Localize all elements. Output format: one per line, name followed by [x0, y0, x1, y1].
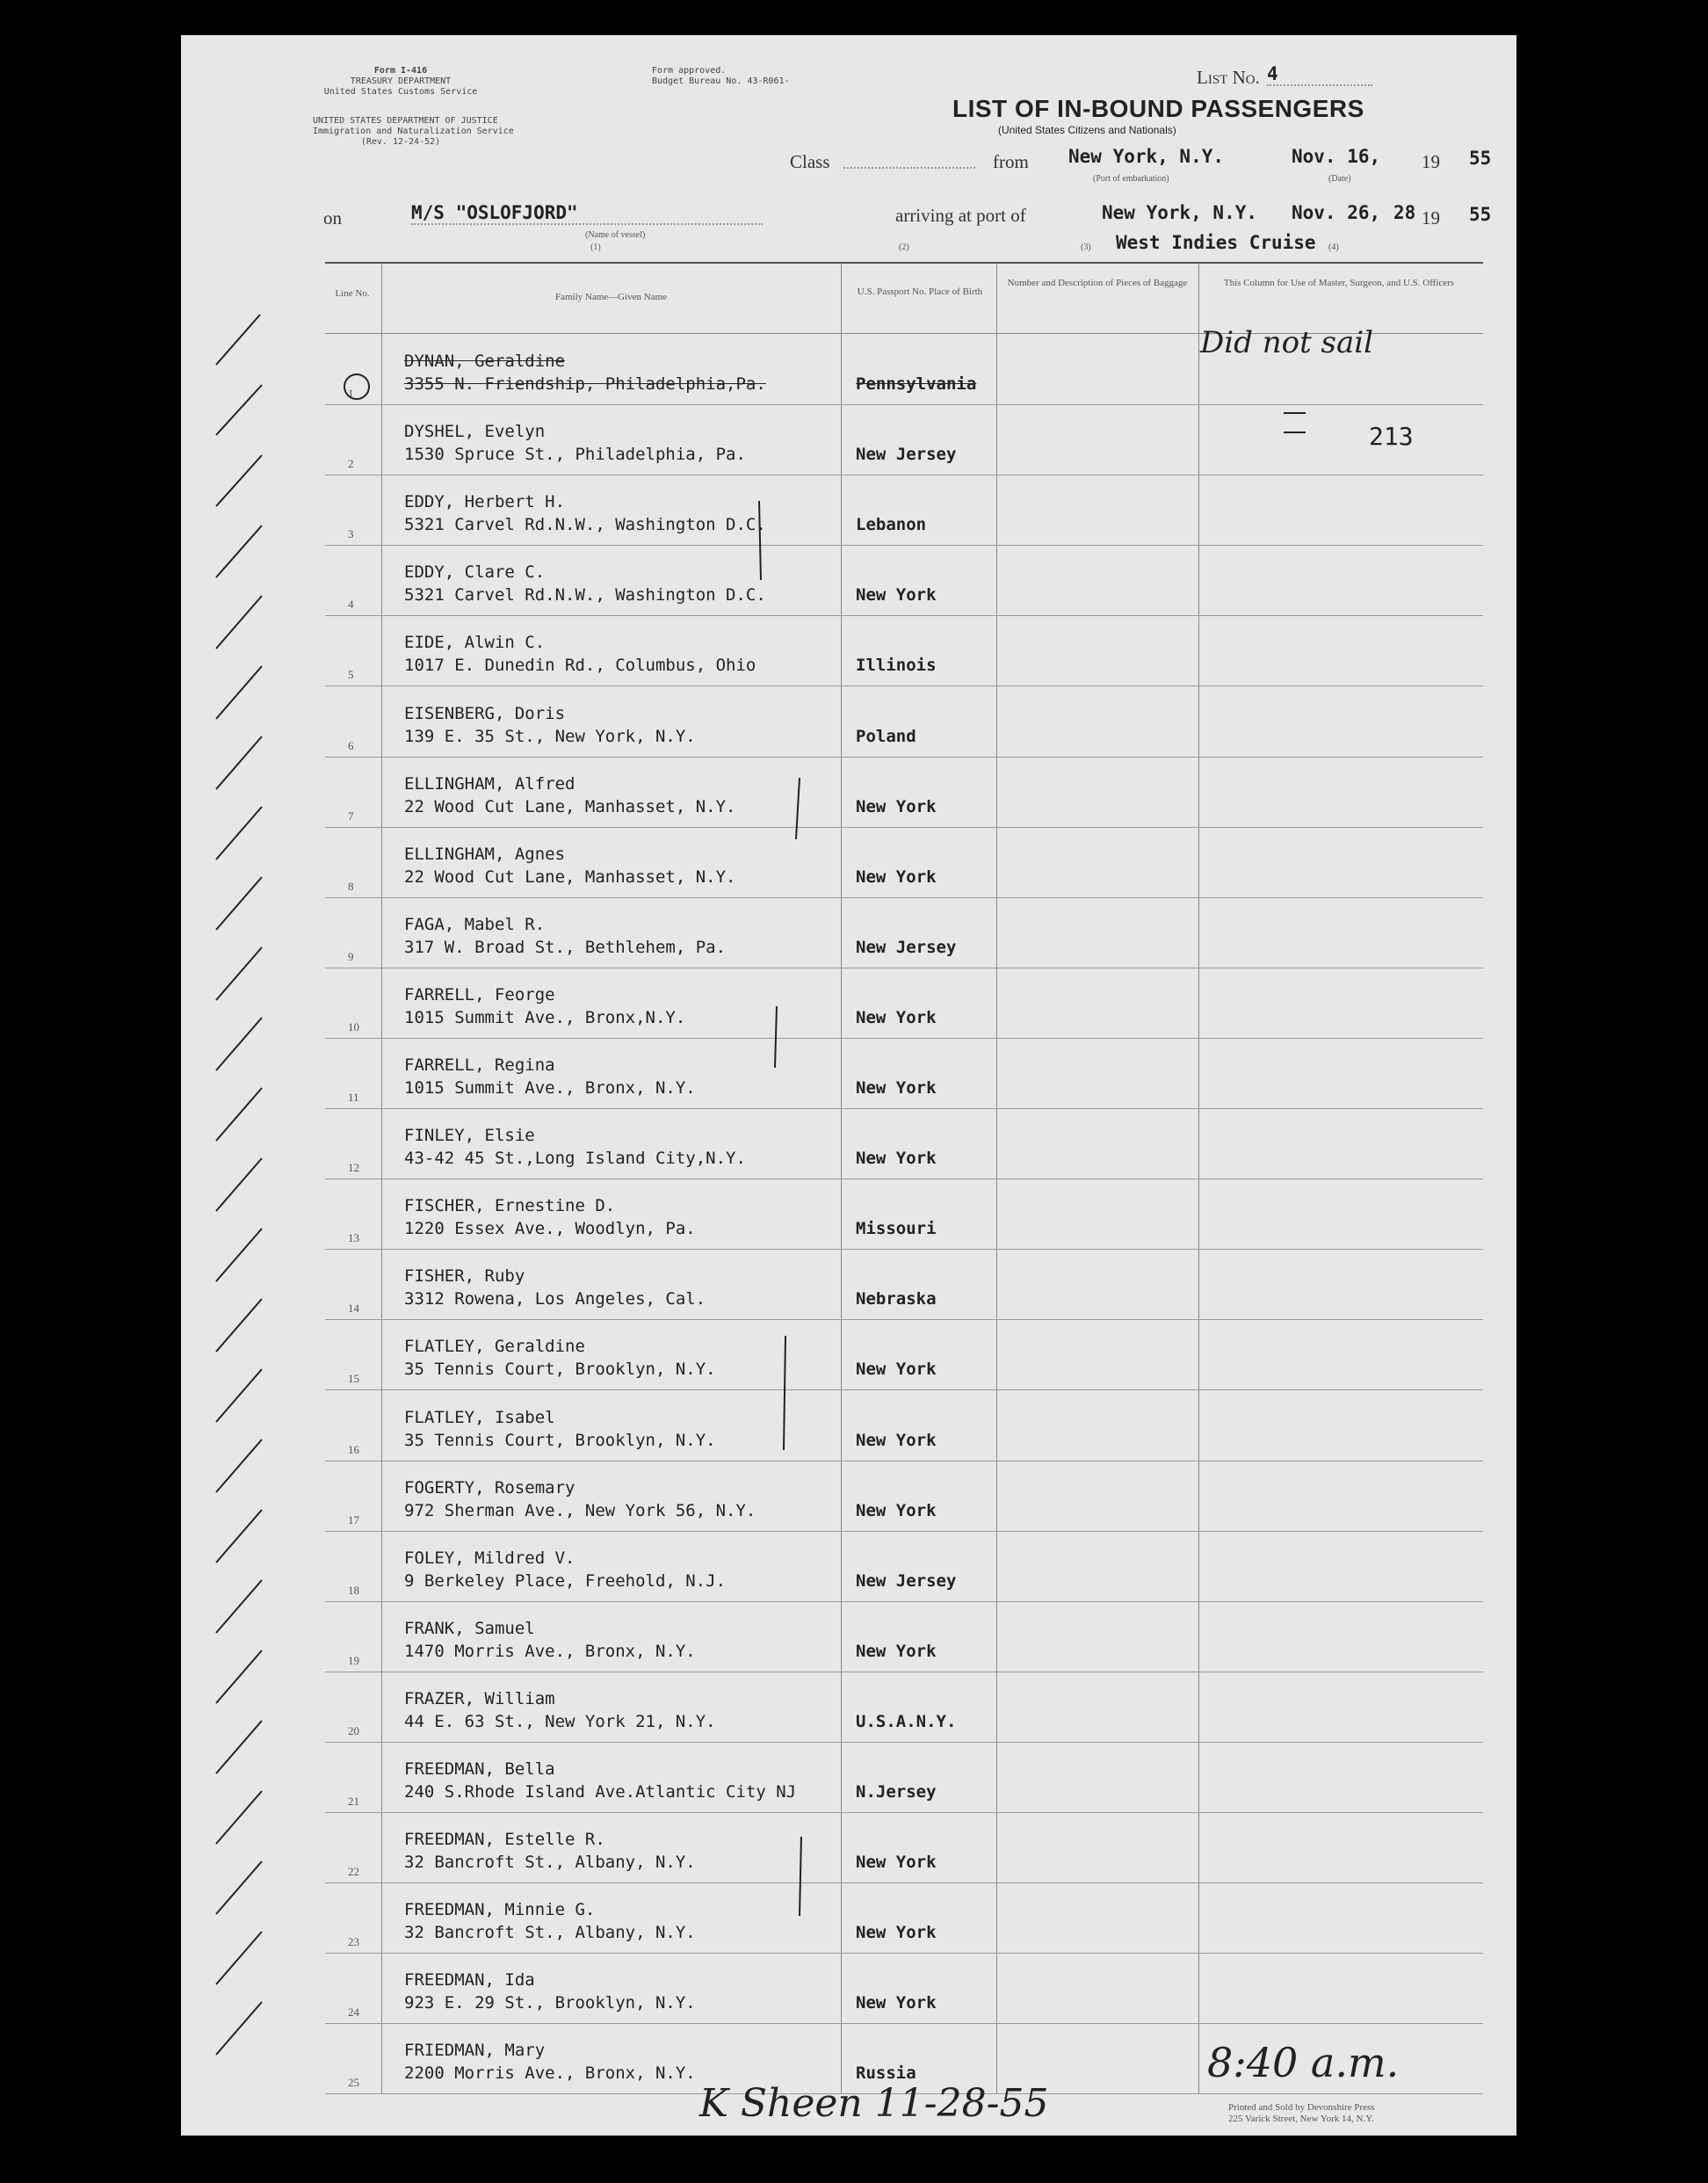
from-year: 55: [1469, 148, 1492, 169]
row-addr: 35 Tennis Court, Brooklyn, N.Y.: [404, 1360, 716, 1380]
row-addr: 240 S.Rhode Island Ave.Atlantic City NJ: [404, 1782, 797, 1802]
row-birth: New York: [856, 1078, 937, 1098]
row-name: FRAZER, William: [404, 1688, 555, 1708]
tick-mark: [216, 807, 262, 859]
table-row: [325, 1742, 1483, 1813]
row-addr: 1530 Spruce St., Philadelphia, Pa.: [404, 445, 746, 465]
row-birth: New York: [856, 1149, 937, 1169]
tick-mark: [216, 666, 262, 719]
did-not-sail-note: Did not sail: [1200, 325, 1374, 360]
table-row: [325, 1812, 1483, 1883]
row-name: FRIEDMAN, Mary: [404, 2041, 546, 2061]
service-name: United States Customs Service: [323, 87, 478, 97]
arrival-port: New York, N.Y.: [1102, 202, 1258, 223]
row-name: FISCHER, Ernestine D.: [404, 1196, 616, 1216]
tick-mark: [216, 736, 262, 789]
form-number: Form I-416: [373, 66, 428, 76]
tick-mark: [216, 1088, 262, 1141]
row-birth: Nebraska: [856, 1289, 937, 1309]
budget-bureau: Budget Bureau No. 43-R061-: [652, 76, 790, 86]
row-birth: New York: [856, 585, 937, 606]
row-name: EDDY, Herbert H.: [404, 492, 566, 512]
row-num: 6: [348, 738, 354, 752]
document-subtitle: (United States Citizens and Nationals): [998, 124, 1176, 136]
from-date: Nov. 16,: [1292, 146, 1381, 167]
row-name: EIDE, Alwin C.: [404, 633, 546, 653]
table-row: [325, 404, 1483, 475]
arrival-time: 8:40 a.m.: [1207, 2039, 1400, 2086]
tick-mark: [216, 526, 262, 577]
row-birth: New Jersey: [856, 445, 957, 465]
tick-mark: [216, 1229, 262, 1281]
row-addr: 32 Bancroft St., Albany, N.Y.: [404, 1923, 696, 1943]
row-birth: New York: [856, 1360, 937, 1380]
row-name: DYNAN, Geraldine: [404, 352, 566, 371]
col-header-passport: U.S. Passport No. Place of Birth: [857, 286, 983, 297]
vessel-name: M/S "OSLOFJORD": [411, 202, 763, 225]
row-num: 22: [348, 1865, 359, 1879]
tick-mark: [216, 385, 262, 435]
tick-mark: [216, 1299, 262, 1352]
tick-mark: [216, 1721, 262, 1773]
table-row: [325, 1390, 1483, 1461]
row-name: FOGERTY, Rosemary: [404, 1477, 575, 1498]
row-addr: 1220 Essex Ave., Woodlyn, Pa.: [404, 1219, 696, 1239]
tick-mark: [216, 1932, 262, 1984]
tick-mark: [216, 947, 262, 1000]
row-name: FREEDMAN, Minnie G.: [404, 1900, 596, 1920]
col-header-line: Line No.: [335, 288, 370, 299]
table-row: [325, 545, 1483, 616]
on-label: on: [323, 207, 342, 228]
row-name: FARRELL, Regina: [404, 1055, 555, 1075]
rev-date: (Rev. 12-24-52): [360, 137, 441, 147]
cruise-name: West Indies Cruise: [1116, 232, 1316, 253]
row-num: 15: [348, 1372, 359, 1386]
row-name: FREEDMAN, Bella: [404, 1759, 555, 1779]
row-addr: 22 Wood Cut Lane, Manhasset, N.Y.: [404, 867, 736, 887]
row-addr: 9 Berkeley Place, Freehold, N.J.: [404, 1570, 727, 1591]
arrival-year-prefix: 19: [1422, 207, 1440, 228]
arrival-date-struck: Nov. 26,: [1292, 202, 1381, 223]
table-row: [325, 475, 1483, 546]
tick-mark: [216, 315, 260, 365]
table-row: [325, 686, 1483, 758]
arrival-date: 28: [1393, 202, 1416, 223]
row-num: 3: [348, 527, 354, 541]
from-label: from: [993, 151, 1029, 172]
arriving-label: arriving at port of: [895, 205, 1026, 226]
printer-credit: [1228, 2102, 1375, 2125]
row-addr: 43-42 45 St.,Long Island City,N.Y.: [404, 1149, 746, 1169]
table-row: [325, 1038, 1483, 1109]
note-1: (1): [590, 243, 601, 252]
tick-mark: [216, 1440, 262, 1492]
document-title: LIST OF IN-BOUND PASSENGERS: [952, 95, 1364, 122]
row-num: 18: [348, 1583, 359, 1597]
row-name: ELLINGHAM, Agnes: [404, 844, 566, 864]
row-addr: 35 Tennis Court, Brooklyn, N.Y.: [404, 1430, 716, 1450]
printer-line: 225 Varick Street, New York 14, N.Y.: [1228, 2114, 1374, 2124]
row-num: 2: [348, 457, 354, 471]
row-birth: New York: [856, 1853, 937, 1873]
row-birth: Missouri: [856, 1219, 937, 1239]
row-addr: 139 E. 35 St., New York, N.Y.: [404, 726, 696, 746]
row-birth: New Jersey: [856, 937, 957, 957]
form-header-left: [313, 66, 489, 98]
table-row: [325, 827, 1483, 898]
row-birth: New York: [856, 1993, 937, 2013]
form-approved: Form approved.: [652, 66, 727, 76]
row-num: 12: [348, 1161, 359, 1175]
note-3: (3): [1081, 243, 1091, 252]
tick-mark: [216, 1158, 262, 1211]
class-field: [843, 167, 975, 169]
arrival-year: 55: [1469, 204, 1492, 225]
row-birth: New York: [856, 1923, 937, 1943]
table-row: [325, 897, 1483, 968]
row-num: 24: [348, 2005, 359, 2020]
table-row: [325, 1319, 1483, 1390]
row-addr: 22 Wood Cut Lane, Manhasset, N.Y.: [404, 796, 736, 816]
tick-mark: [216, 455, 262, 506]
tick-mark: [216, 1018, 262, 1070]
from-port: New York, N.Y.: [1068, 146, 1225, 167]
class-label: Class: [790, 151, 830, 172]
row-num: 8: [348, 879, 354, 893]
row-name: ELLINGHAM, Alfred: [404, 773, 575, 794]
row-num: 20: [348, 1723, 359, 1737]
row-birth: Poland: [856, 726, 916, 746]
date-note: (Date): [1328, 174, 1351, 184]
row-num: 23: [348, 1935, 359, 1949]
table-row: [325, 1249, 1483, 1320]
row-name: FINLEY, Elsie: [404, 1126, 535, 1146]
row-addr: 3355 N. Friendship, Philadelphia,Pa.: [404, 374, 766, 394]
tick-mark: [216, 1650, 262, 1703]
count-number: 213: [1369, 422, 1414, 451]
row-birth: New York: [856, 796, 937, 816]
row-num: 14: [348, 1302, 359, 1316]
row-addr: 1017 E. Dunedin Rd., Columbus, Ohio: [404, 656, 756, 676]
row-addr: 32 Bancroft St., Albany, N.Y.: [404, 1853, 696, 1873]
year-prefix: 19: [1422, 151, 1440, 172]
table-row: [325, 1601, 1483, 1672]
tick-mark: [216, 1369, 262, 1422]
table-row: [325, 1531, 1483, 1602]
row-addr: 1015 Summit Ave., Bronx,N.Y.: [404, 1007, 686, 1027]
dept-name: TREASURY DEPARTMENT: [350, 76, 452, 86]
row-addr: 1470 Morris Ave., Bronx, N.Y.: [404, 1641, 696, 1661]
row-addr: 317 W. Broad St., Bethlehem, Pa.: [404, 937, 727, 957]
row-num: 25: [348, 2076, 359, 2090]
row-birth: Lebanon: [856, 515, 927, 535]
col-header-baggage: Number and Description of Pieces of Baggage: [1007, 278, 1188, 288]
row-num: 1: [348, 387, 354, 400]
tick-mark: [216, 1861, 262, 1914]
row-birth: New York: [856, 867, 937, 887]
row-birth: New York: [856, 1007, 937, 1027]
row-num: 7: [348, 809, 354, 823]
row-addr: 972 Sherman Ave., New York 56, N.Y.: [404, 1500, 756, 1520]
row-addr: 5321 Carvel Rd.N.W., Washington D.C.: [404, 585, 766, 606]
row-addr: 5321 Carvel Rd.N.W., Washington D.C.: [404, 515, 766, 535]
table-header: [325, 264, 1483, 334]
row-birth: New York: [856, 1500, 937, 1520]
row-name: FARRELL, Feorge: [404, 984, 555, 1004]
row-num: 16: [348, 1442, 359, 1456]
row-name: EDDY, Clare C.: [404, 562, 546, 583]
row-num: 21: [348, 1795, 359, 1808]
tick-mark: [216, 2002, 262, 2055]
row-num: 9: [348, 949, 354, 963]
note-4: (4): [1328, 243, 1339, 252]
row-birth: N.Jersey: [856, 1782, 937, 1802]
note-2: (2): [899, 243, 909, 252]
row-name: FLATLEY, Isabel: [404, 1407, 555, 1427]
doj-header: [313, 116, 514, 148]
row-birth: U.S.A.N.Y.: [856, 1711, 957, 1731]
col-header-officers: This Column for Use of Master, Surgeon, and U.S. Officers: [1223, 278, 1455, 288]
doj-name: UNITED STATES DEPARTMENT OF JUSTICE: [313, 116, 498, 126]
printer-line: Printed and Sold by Devonshire Press: [1228, 2102, 1375, 2113]
row-name: FREEDMAN, Estelle R.: [404, 1830, 605, 1850]
row-name: DYSHEL, Evelyn: [404, 422, 546, 442]
tick-mark: [216, 877, 262, 930]
tick-mark: [216, 1510, 262, 1563]
row-name: FRANK, Samuel: [404, 1618, 535, 1638]
tick-mark: [216, 596, 262, 649]
list-no-label: List No.: [1197, 67, 1260, 88]
row-birth: New York: [856, 1641, 937, 1661]
table-row: [325, 1179, 1483, 1250]
list-no-value: 4: [1267, 63, 1372, 86]
row-birth: Pennsylvania: [856, 374, 977, 394]
table-row: [325, 1672, 1483, 1743]
manifest-page: [181, 35, 1516, 2136]
port-note: (Port of embarkation): [1093, 174, 1169, 184]
row-num: 17: [348, 1512, 359, 1527]
row-name: FOLEY, Mildred V.: [404, 1548, 575, 1568]
passenger-table: [325, 262, 1483, 2094]
row-addr: 1015 Summit Ave., Bronx, N.Y.: [404, 1078, 696, 1098]
row-birth: Illinois: [856, 656, 937, 676]
col-header-name: Family Name—Given Name: [554, 292, 668, 302]
row-birth: Russia: [856, 2063, 916, 2084]
row-addr: 44 E. 63 St., New York 21, N.Y.: [404, 1711, 716, 1731]
table-row: [325, 968, 1483, 1039]
row-name: EISENBERG, Doris: [404, 703, 566, 723]
row-num: 11: [348, 1091, 359, 1104]
vessel-note: (Name of vessel): [585, 230, 646, 240]
row-name: FISHER, Ruby: [404, 1266, 525, 1287]
budget-note: [652, 66, 790, 87]
row-num: 4: [348, 598, 354, 612]
row-name: FAGA, Mabel R.: [404, 914, 546, 934]
row-name: FLATLEY, Geraldine: [404, 1337, 585, 1357]
table-row: [325, 1882, 1483, 1954]
tick-mark: [216, 1791, 262, 1844]
table-row: [325, 1108, 1483, 1179]
table-row: [325, 1953, 1483, 2024]
row-name: FREEDMAN, Ida: [404, 1970, 535, 1991]
row-num: 5: [348, 668, 354, 682]
row-addr: 923 E. 29 St., Brooklyn, N.Y.: [404, 1993, 696, 2013]
row-addr: 3312 Rowena, Los Angeles, Cal.: [404, 1289, 706, 1309]
row-num: 19: [348, 1653, 359, 1667]
row-num: 13: [348, 1231, 359, 1245]
row-num: 10: [348, 1019, 359, 1033]
table-row: [325, 1461, 1483, 1532]
ins-name: Immigration and Naturalization Service: [313, 127, 514, 136]
table-row: [325, 615, 1483, 686]
row-birth: New Jersey: [856, 1570, 957, 1591]
row-birth: New York: [856, 1430, 937, 1450]
tick-mark: [216, 1580, 262, 1633]
inspector-signature: K Sheen 11-28-55: [699, 2081, 1049, 2126]
table-row: [325, 757, 1483, 828]
row-addr: 2200 Morris Ave., Bronx, N.Y.: [404, 2063, 696, 2084]
